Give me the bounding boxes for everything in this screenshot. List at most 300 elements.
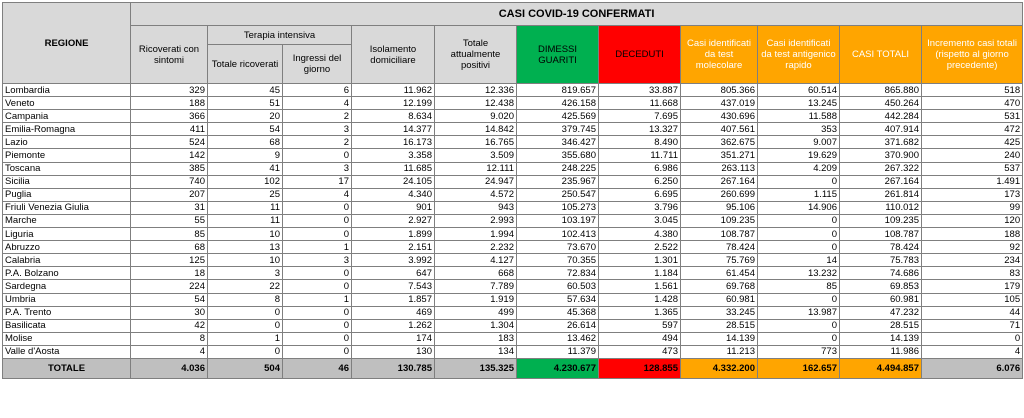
- value-cell: 2.232: [435, 241, 517, 254]
- value-cell: 234: [922, 254, 1023, 267]
- value-cell: 4: [922, 345, 1023, 358]
- value-cell: 24.947: [435, 175, 517, 188]
- value-cell: 3.992: [352, 254, 435, 267]
- table-row: [3, 306, 1023, 319]
- value-cell: 437.019: [681, 97, 758, 110]
- value-cell: 47.232: [840, 306, 922, 319]
- value-cell: 11: [208, 214, 283, 227]
- isolamento-header: Isolamento domiciliare: [352, 26, 435, 84]
- value-cell: 353: [758, 123, 840, 136]
- value-cell: 9.007: [758, 136, 840, 149]
- table-row: [3, 136, 1023, 149]
- value-cell: 13: [208, 241, 283, 254]
- value-cell: 22: [208, 280, 283, 293]
- value-cell: 537: [922, 162, 1023, 175]
- value-cell: 597: [599, 319, 681, 332]
- value-cell: 267.322: [840, 162, 922, 175]
- value-cell: 6.695: [599, 188, 681, 201]
- value-cell: 531: [922, 110, 1023, 123]
- value-cell: 248.225: [517, 162, 599, 175]
- value-cell: 13.462: [517, 332, 599, 345]
- value-cell: 1.184: [599, 267, 681, 280]
- region-header: REGIONE: [3, 3, 131, 84]
- value-cell: 102: [208, 175, 283, 188]
- value-cell: 2.522: [599, 241, 681, 254]
- value-cell: 11.962: [352, 84, 435, 97]
- value-cell: 142: [131, 149, 208, 162]
- value-cell: 55: [131, 214, 208, 227]
- value-cell: 370.900: [840, 149, 922, 162]
- value-cell: 0: [208, 345, 283, 358]
- value-cell: 28.515: [681, 319, 758, 332]
- value-cell: 430.696: [681, 110, 758, 123]
- value-cell: 109.235: [840, 214, 922, 227]
- value-cell: 45: [208, 84, 283, 97]
- value-cell: 8: [208, 293, 283, 306]
- value-cell: 0: [758, 214, 840, 227]
- value-cell: 41: [208, 162, 283, 175]
- value-cell: 60.503: [517, 280, 599, 293]
- value-cell: 105.273: [517, 201, 599, 214]
- value-cell: 469: [352, 306, 435, 319]
- value-cell: 10: [208, 228, 283, 241]
- value-cell: 0: [208, 319, 283, 332]
- value-cell: 14: [758, 254, 840, 267]
- value-cell: 263.113: [681, 162, 758, 175]
- value-cell: 494: [599, 332, 681, 345]
- value-cell: 407.914: [840, 123, 922, 136]
- value-cell: 260.699: [681, 188, 758, 201]
- value-cell: 57.634: [517, 293, 599, 306]
- region-cell: Veneto: [3, 97, 131, 110]
- value-cell: 518: [922, 84, 1023, 97]
- value-cell: 411: [131, 123, 208, 136]
- value-cell: 4.380: [599, 228, 681, 241]
- region-cell: Abruzzo: [3, 241, 131, 254]
- value-cell: 385: [131, 162, 208, 175]
- value-cell: 355.680: [517, 149, 599, 162]
- value-cell: 0: [758, 293, 840, 306]
- value-cell: 0: [283, 267, 352, 280]
- value-cell: 9: [208, 149, 283, 162]
- value-cell: 179: [922, 280, 1023, 293]
- totals-cell: 130.785: [352, 358, 435, 378]
- value-cell: 1.365: [599, 306, 681, 319]
- region-cell: P.A. Trento: [3, 306, 131, 319]
- value-cell: 2.993: [435, 214, 517, 227]
- table-body: [3, 84, 1023, 359]
- totals-cell: 4.230.677: [517, 358, 599, 378]
- value-cell: 3.509: [435, 149, 517, 162]
- region-cell: P.A. Bolzano: [3, 267, 131, 280]
- covid-table-sheet: [2, 2, 1022, 416]
- value-cell: 51: [208, 97, 283, 110]
- value-cell: 7.695: [599, 110, 681, 123]
- value-cell: 2: [283, 110, 352, 123]
- value-cell: 4.572: [435, 188, 517, 201]
- value-cell: 4: [131, 345, 208, 358]
- value-cell: 33.245: [681, 306, 758, 319]
- value-cell: 31: [131, 201, 208, 214]
- value-cell: 473: [599, 345, 681, 358]
- value-cell: 17: [283, 175, 352, 188]
- value-cell: 3: [283, 162, 352, 175]
- value-cell: 240: [922, 149, 1023, 162]
- value-cell: 346.427: [517, 136, 599, 149]
- table-row: [3, 188, 1023, 201]
- value-cell: 0: [922, 332, 1023, 345]
- table-row: [3, 97, 1023, 110]
- value-cell: 1: [283, 241, 352, 254]
- value-cell: 0: [283, 228, 352, 241]
- value-cell: 329: [131, 84, 208, 97]
- value-cell: 61.454: [681, 267, 758, 280]
- value-cell: 250.547: [517, 188, 599, 201]
- value-cell: 69.768: [681, 280, 758, 293]
- totals-label: TOTALE: [3, 358, 131, 378]
- value-cell: 18: [131, 267, 208, 280]
- region-cell: Piemonte: [3, 149, 131, 162]
- molecolare-header: Casi identificati da test molecolare: [681, 26, 758, 84]
- totals-cell: 4.494.857: [840, 358, 922, 378]
- value-cell: 14.377: [352, 123, 435, 136]
- value-cell: 16.173: [352, 136, 435, 149]
- table-row: [3, 123, 1023, 136]
- totals-cell: 162.657: [758, 358, 840, 378]
- value-cell: 120: [922, 214, 1023, 227]
- value-cell: 425.569: [517, 110, 599, 123]
- value-cell: 362.675: [681, 136, 758, 149]
- value-cell: 45.368: [517, 306, 599, 319]
- value-cell: 30: [131, 306, 208, 319]
- region-cell: Lazio: [3, 136, 131, 149]
- table-row: [3, 228, 1023, 241]
- value-cell: 426.158: [517, 97, 599, 110]
- value-cell: 0: [758, 241, 840, 254]
- value-cell: 73.670: [517, 241, 599, 254]
- region-cell: Sardegna: [3, 280, 131, 293]
- value-cell: 54: [131, 293, 208, 306]
- value-cell: 2.151: [352, 241, 435, 254]
- region-cell: Toscana: [3, 162, 131, 175]
- value-cell: 261.814: [840, 188, 922, 201]
- value-cell: 7.543: [352, 280, 435, 293]
- casi-totali-header: CASI TOTALI: [840, 26, 922, 84]
- value-cell: 95.106: [681, 201, 758, 214]
- value-cell: 3: [283, 254, 352, 267]
- value-cell: 109.235: [681, 214, 758, 227]
- value-cell: 4: [283, 97, 352, 110]
- value-cell: 865.880: [840, 84, 922, 97]
- value-cell: 68: [208, 136, 283, 149]
- region-cell: Campania: [3, 110, 131, 123]
- value-cell: 60.981: [840, 293, 922, 306]
- value-cell: 188: [131, 97, 208, 110]
- value-cell: 11.668: [599, 97, 681, 110]
- value-cell: 68: [131, 241, 208, 254]
- totale-ricoverati-header: Totale ricoverati: [208, 45, 283, 84]
- value-cell: 425: [922, 136, 1023, 149]
- region-cell: Friuli Venezia Giulia: [3, 201, 131, 214]
- table-row: [3, 110, 1023, 123]
- totals-cell: 504: [208, 358, 283, 378]
- value-cell: 13.327: [599, 123, 681, 136]
- value-cell: 1.262: [352, 319, 435, 332]
- value-cell: 1: [283, 293, 352, 306]
- value-cell: 805.366: [681, 84, 758, 97]
- value-cell: 4.209: [758, 162, 840, 175]
- table-row: [3, 84, 1023, 97]
- value-cell: 8: [131, 332, 208, 345]
- table-row: [3, 214, 1023, 227]
- value-cell: 6.250: [599, 175, 681, 188]
- value-cell: 130: [352, 345, 435, 358]
- ricoverati-header: Ricoverati con sintomi: [131, 26, 208, 84]
- table-row: [3, 254, 1023, 267]
- value-cell: 12.199: [352, 97, 435, 110]
- value-cell: 7.789: [435, 280, 517, 293]
- value-cell: 524: [131, 136, 208, 149]
- positivi-header: Totale attualmente positivi: [435, 26, 517, 84]
- value-cell: 647: [352, 267, 435, 280]
- totals-cell: 128.855: [599, 358, 681, 378]
- value-cell: 92: [922, 241, 1023, 254]
- value-cell: 0: [283, 280, 352, 293]
- value-cell: 12.111: [435, 162, 517, 175]
- value-cell: 105: [922, 293, 1023, 306]
- value-cell: 1.304: [435, 319, 517, 332]
- value-cell: 28.515: [840, 319, 922, 332]
- value-cell: 13.245: [758, 97, 840, 110]
- value-cell: 14.842: [435, 123, 517, 136]
- value-cell: 472: [922, 123, 1023, 136]
- value-cell: 0: [758, 332, 840, 345]
- table-row: [3, 267, 1023, 280]
- value-cell: 0: [283, 306, 352, 319]
- value-cell: 174: [352, 332, 435, 345]
- region-cell: Calabria: [3, 254, 131, 267]
- value-cell: 70.355: [517, 254, 599, 267]
- value-cell: 13.232: [758, 267, 840, 280]
- value-cell: 125: [131, 254, 208, 267]
- value-cell: 0: [283, 345, 352, 358]
- value-cell: 819.657: [517, 84, 599, 97]
- value-cell: 20: [208, 110, 283, 123]
- value-cell: 0: [283, 149, 352, 162]
- value-cell: 0: [208, 306, 283, 319]
- value-cell: 102.413: [517, 228, 599, 241]
- value-cell: 183: [435, 332, 517, 345]
- value-cell: 2.927: [352, 214, 435, 227]
- value-cell: 11.711: [599, 149, 681, 162]
- region-cell: Liguria: [3, 228, 131, 241]
- value-cell: 901: [352, 201, 435, 214]
- table-title: CASI COVID-19 CONFERMATI: [131, 3, 1023, 26]
- value-cell: 108.787: [840, 228, 922, 241]
- totals-cell: 46: [283, 358, 352, 378]
- region-cell: Lombardia: [3, 84, 131, 97]
- value-cell: 25: [208, 188, 283, 201]
- ingressi-header: Ingressi del giorno: [283, 45, 352, 84]
- value-cell: 1: [208, 332, 283, 345]
- value-cell: 1.491: [922, 175, 1023, 188]
- value-cell: 267.164: [840, 175, 922, 188]
- value-cell: 407.561: [681, 123, 758, 136]
- region-cell: Emilia-Romagna: [3, 123, 131, 136]
- value-cell: 42: [131, 319, 208, 332]
- region-cell: Basilicata: [3, 319, 131, 332]
- value-cell: 26.614: [517, 319, 599, 332]
- value-cell: 110.012: [840, 201, 922, 214]
- table-row: [3, 332, 1023, 345]
- value-cell: 13.987: [758, 306, 840, 319]
- value-cell: 11.213: [681, 345, 758, 358]
- value-cell: 12.438: [435, 97, 517, 110]
- value-cell: 11: [208, 201, 283, 214]
- antigenico-header: Casi identificati da test antigenico rapido: [758, 26, 840, 84]
- value-cell: 75.783: [840, 254, 922, 267]
- table-row: [3, 345, 1023, 358]
- value-cell: 207: [131, 188, 208, 201]
- value-cell: 2: [283, 136, 352, 149]
- totals-cell: 4.332.200: [681, 358, 758, 378]
- value-cell: 6: [283, 84, 352, 97]
- totals-cell: 135.325: [435, 358, 517, 378]
- value-cell: 1.899: [352, 228, 435, 241]
- value-cell: 78.424: [681, 241, 758, 254]
- value-cell: 1.115: [758, 188, 840, 201]
- value-cell: 4.340: [352, 188, 435, 201]
- totals-cell: 6.076: [922, 358, 1023, 378]
- value-cell: 3: [283, 123, 352, 136]
- value-cell: 943: [435, 201, 517, 214]
- value-cell: 24.105: [352, 175, 435, 188]
- value-cell: 83: [922, 267, 1023, 280]
- value-cell: 8.634: [352, 110, 435, 123]
- value-cell: 19.629: [758, 149, 840, 162]
- value-cell: 668: [435, 267, 517, 280]
- value-cell: 3.045: [599, 214, 681, 227]
- region-cell: Molise: [3, 332, 131, 345]
- value-cell: 442.284: [840, 110, 922, 123]
- value-cell: 108.787: [681, 228, 758, 241]
- value-cell: 1.301: [599, 254, 681, 267]
- value-cell: 103.197: [517, 214, 599, 227]
- value-cell: 0: [283, 332, 352, 345]
- value-cell: 0: [283, 201, 352, 214]
- value-cell: 740: [131, 175, 208, 188]
- table-row: [3, 162, 1023, 175]
- value-cell: 85: [131, 228, 208, 241]
- value-cell: 0: [283, 319, 352, 332]
- value-cell: 11.685: [352, 162, 435, 175]
- region-cell: Marche: [3, 214, 131, 227]
- value-cell: 72.834: [517, 267, 599, 280]
- table-row: [3, 175, 1023, 188]
- value-cell: 499: [435, 306, 517, 319]
- value-cell: 99: [922, 201, 1023, 214]
- table-row: [3, 201, 1023, 214]
- value-cell: 54: [208, 123, 283, 136]
- value-cell: 11.986: [840, 345, 922, 358]
- value-cell: 60.514: [758, 84, 840, 97]
- value-cell: 371.682: [840, 136, 922, 149]
- value-cell: 69.853: [840, 280, 922, 293]
- region-cell: Sicilia: [3, 175, 131, 188]
- value-cell: 1.561: [599, 280, 681, 293]
- value-cell: 470: [922, 97, 1023, 110]
- value-cell: 224: [131, 280, 208, 293]
- table-row: [3, 149, 1023, 162]
- value-cell: 11.379: [517, 345, 599, 358]
- value-cell: 78.424: [840, 241, 922, 254]
- value-cell: 366: [131, 110, 208, 123]
- table-row: [3, 241, 1023, 254]
- value-cell: 4.127: [435, 254, 517, 267]
- covid-cases-table: [2, 2, 1023, 379]
- value-cell: 60.981: [681, 293, 758, 306]
- value-cell: 173: [922, 188, 1023, 201]
- value-cell: 235.967: [517, 175, 599, 188]
- value-cell: 14.139: [681, 332, 758, 345]
- value-cell: 351.271: [681, 149, 758, 162]
- totals-row: [3, 358, 1023, 378]
- value-cell: 33.887: [599, 84, 681, 97]
- value-cell: 10: [208, 254, 283, 267]
- value-cell: 4: [283, 188, 352, 201]
- value-cell: 14.906: [758, 201, 840, 214]
- value-cell: 12.336: [435, 84, 517, 97]
- incremento-header: Incremento casi totali (rispetto al giorno precedente): [922, 26, 1023, 84]
- value-cell: 0: [758, 175, 840, 188]
- region-cell: Valle d'Aosta: [3, 345, 131, 358]
- value-cell: 85: [758, 280, 840, 293]
- value-cell: 3.358: [352, 149, 435, 162]
- value-cell: 3.796: [599, 201, 681, 214]
- value-cell: 14.139: [840, 332, 922, 345]
- value-cell: 44: [922, 306, 1023, 319]
- value-cell: 74.686: [840, 267, 922, 280]
- value-cell: 134: [435, 345, 517, 358]
- value-cell: 188: [922, 228, 1023, 241]
- value-cell: 379.745: [517, 123, 599, 136]
- table-row: [3, 319, 1023, 332]
- value-cell: 1.857: [352, 293, 435, 306]
- value-cell: 16.765: [435, 136, 517, 149]
- value-cell: 8.490: [599, 136, 681, 149]
- region-cell: Umbria: [3, 293, 131, 306]
- value-cell: 6.986: [599, 162, 681, 175]
- dimessi-header: DIMESSI GUARITI: [517, 26, 599, 84]
- value-cell: 3: [208, 267, 283, 280]
- value-cell: 0: [758, 228, 840, 241]
- value-cell: 267.164: [681, 175, 758, 188]
- value-cell: 1.428: [599, 293, 681, 306]
- value-cell: 1.919: [435, 293, 517, 306]
- value-cell: 71: [922, 319, 1023, 332]
- value-cell: 773: [758, 345, 840, 358]
- value-cell: 9.020: [435, 110, 517, 123]
- value-cell: 0: [758, 319, 840, 332]
- terapia-intensiva-header: Terapia intensiva: [208, 26, 352, 45]
- deceduti-header: DECEDUTI: [599, 26, 681, 84]
- totals-cell: 4.036: [131, 358, 208, 378]
- value-cell: 450.264: [840, 97, 922, 110]
- region-cell: Puglia: [3, 188, 131, 201]
- value-cell: 11.588: [758, 110, 840, 123]
- value-cell: 0: [283, 214, 352, 227]
- table-row: [3, 280, 1023, 293]
